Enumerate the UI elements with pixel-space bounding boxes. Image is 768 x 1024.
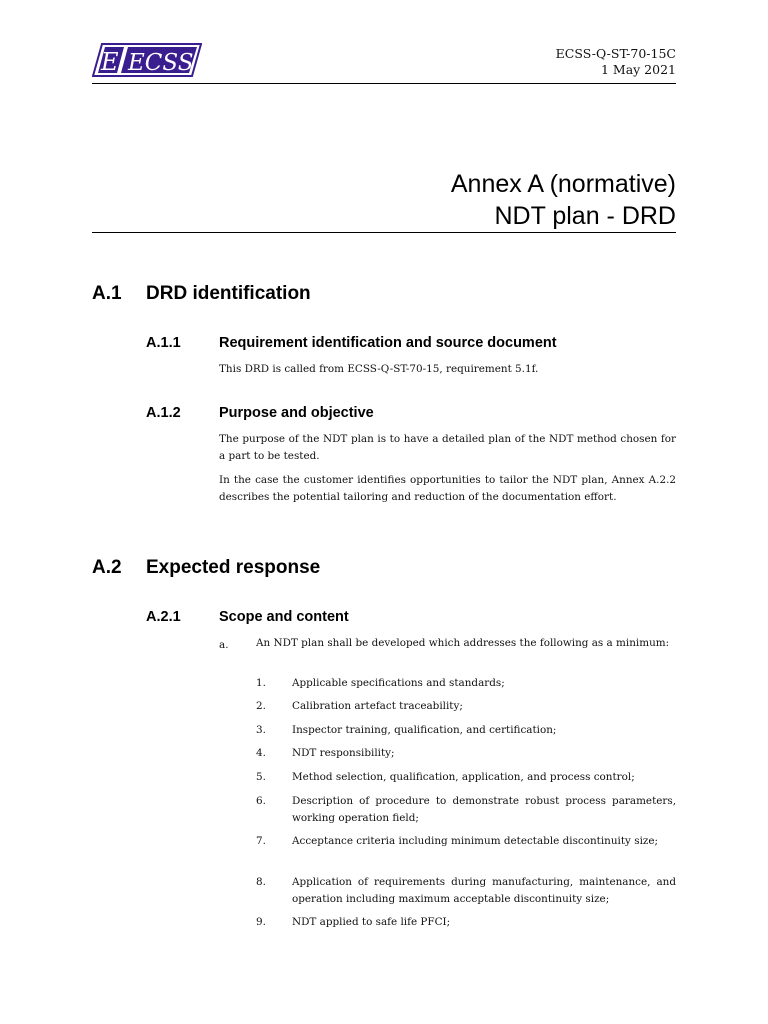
section-heading-a1 xyxy=(92,283,311,305)
annex-title-divider xyxy=(92,232,676,233)
section-number: A.1 xyxy=(92,283,122,304)
list-number: 8. xyxy=(256,876,266,888)
list-number: 9. xyxy=(256,916,266,928)
list-number: 7. xyxy=(256,835,266,847)
doc-number: ECSS-Q-ST-70-15C xyxy=(555,46,676,61)
list-text: Calibration artefact traceability; xyxy=(292,700,463,712)
list-text: Method selection, qualification, application, and process control; xyxy=(292,771,635,783)
list-number: 5. xyxy=(256,771,266,783)
subsection-number: A.2.1 xyxy=(146,609,181,625)
header-divider xyxy=(92,83,676,84)
list-number: 1. xyxy=(256,677,266,689)
subsection-title: Requirement identification and source document xyxy=(219,335,557,351)
section-title: Expected response xyxy=(146,557,321,578)
section-number: A.2 xyxy=(92,557,122,578)
subsection-heading-a11 xyxy=(146,335,557,351)
ecss-logo-graphic xyxy=(92,42,202,78)
section-title: DRD identification xyxy=(146,283,311,304)
paragraph: In the case the customer identifies opportunities to tailor the NDT plan, Annex A.2.2 describes the potential tailoring and reduction of the documentation effort. xyxy=(219,474,676,503)
list-text: NDT responsibility; xyxy=(292,747,395,759)
list-text: Acceptance criteria including minimum detectable discontinuity size; xyxy=(292,835,659,847)
document-identifier xyxy=(556,46,676,78)
doc-date: 1 May 2021 xyxy=(600,62,676,77)
subsection-title: Purpose and objective xyxy=(219,405,374,421)
svg-text:E: E xyxy=(101,48,119,76)
list-number: 4. xyxy=(256,747,266,759)
annex-title-line1: Annex A (normative) xyxy=(450,170,676,198)
subsection-number: A.1.2 xyxy=(146,405,181,421)
list-text: NDT applied to safe life PFCI; xyxy=(292,916,451,928)
requirement-label: a. xyxy=(219,639,229,651)
annex-title xyxy=(451,168,676,232)
annex-title-line2: NDT plan - DRD xyxy=(494,202,676,230)
subsection-heading-a12 xyxy=(146,405,374,421)
list-number: 2. xyxy=(256,700,266,712)
paragraph: The purpose of the NDT plan is to have a detailed plan of the NDT method chosen for a part to be tested. xyxy=(219,433,676,462)
subsection-heading-a21 xyxy=(146,609,349,625)
subsection-number: A.1.1 xyxy=(146,335,181,351)
section-heading-a2 xyxy=(92,557,320,579)
subsection-title: Scope and content xyxy=(219,609,349,625)
list-text: Application of requirements during manufacturing, maintenance, and operation including maximum acceptable discontinuity size; xyxy=(292,876,676,905)
list-number: 3. xyxy=(256,724,266,736)
logo-text: ECSS xyxy=(128,50,194,76)
paragraph: This DRD is called from ECSS-Q-ST-70-15, requirement 5.1f. xyxy=(219,363,539,375)
requirement-text: An NDT plan shall be developed which addresses the following as a minimum: xyxy=(256,637,670,649)
list-text: Inspector training, qualification, and certification; xyxy=(292,724,557,736)
list-number: 6. xyxy=(256,795,266,807)
ecss-logo xyxy=(92,42,202,78)
list-text: Applicable specifications and standards; xyxy=(292,677,505,689)
list-text: Description of procedure to demonstrate robust process parameters, working operation field; xyxy=(292,795,676,824)
